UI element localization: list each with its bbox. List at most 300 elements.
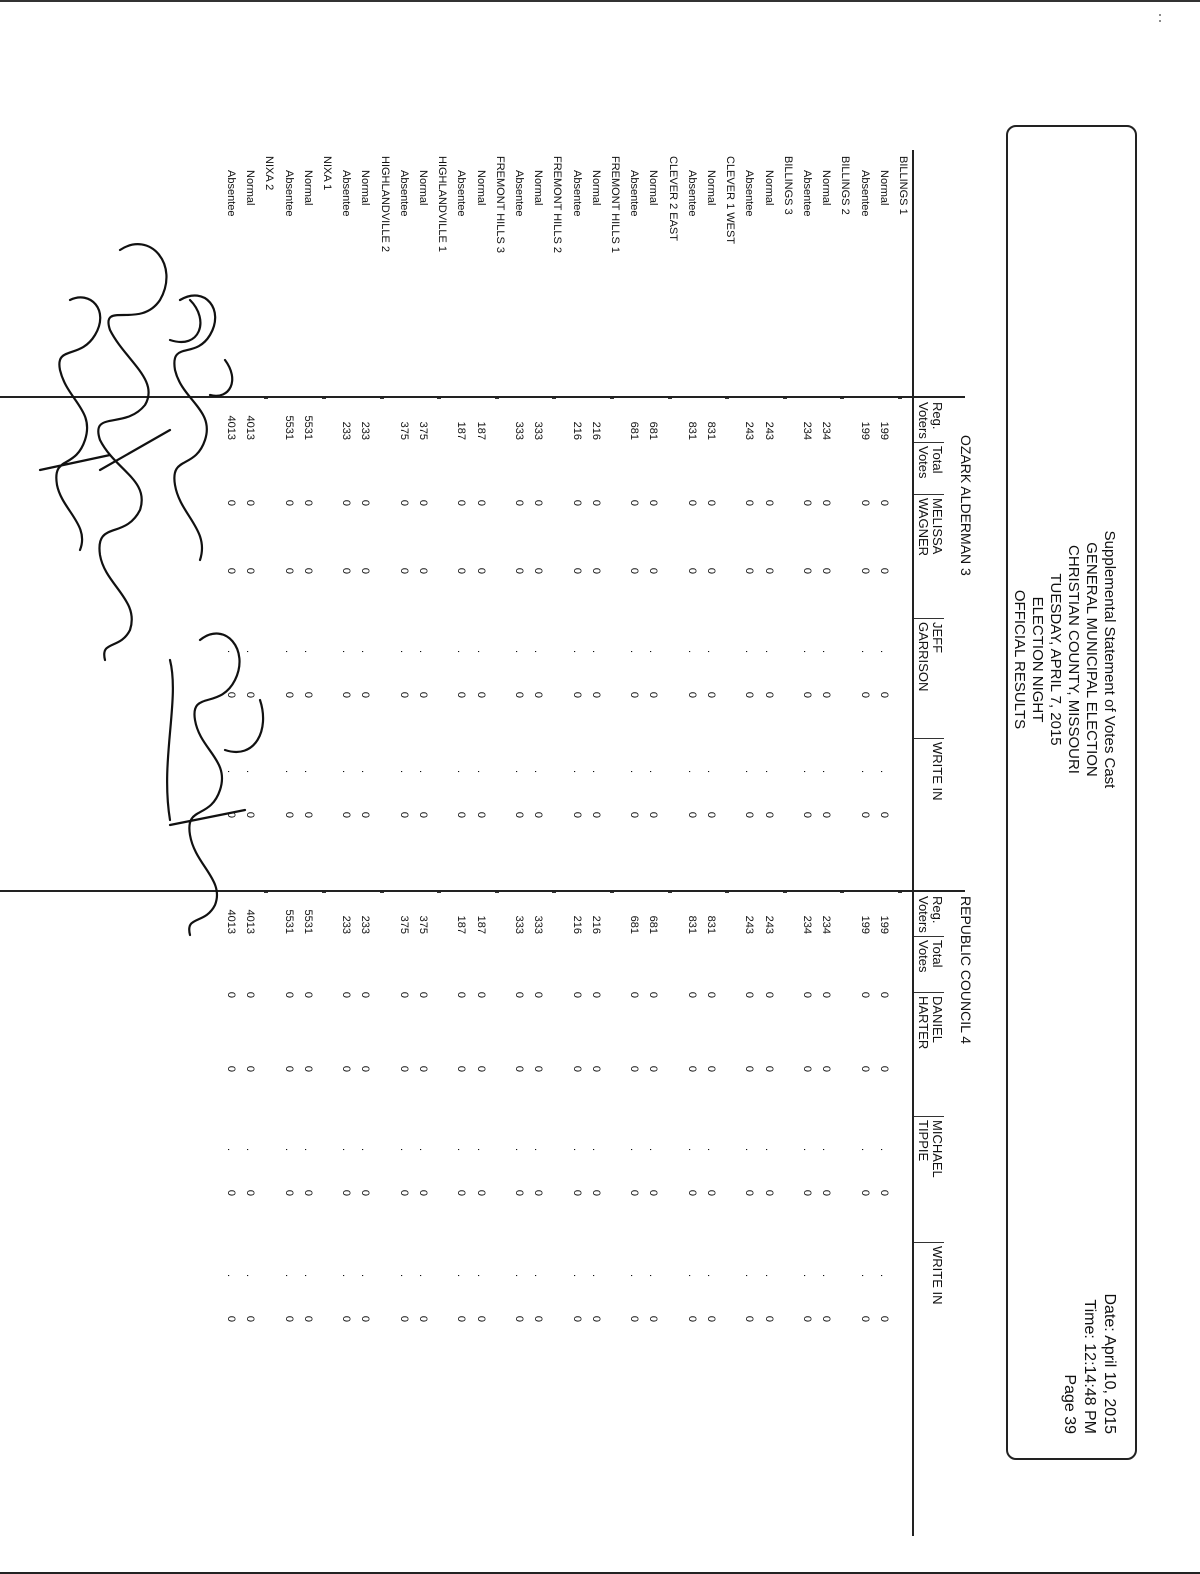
cell-c3: 0 xyxy=(455,1315,468,1322)
cell-reg: 333 xyxy=(513,915,525,934)
cell-total: 0 xyxy=(301,991,314,998)
cell-c1: 0 xyxy=(397,567,410,574)
cell-dot: . xyxy=(359,770,372,774)
cell-c3: 0 xyxy=(244,1315,257,1322)
cell-dot: . xyxy=(743,1148,756,1152)
cell-c1: 0 xyxy=(820,567,833,574)
cell-dot: . xyxy=(244,650,257,654)
cell-dot: . xyxy=(743,1274,756,1278)
cell-reg: 831 xyxy=(705,915,717,934)
column-header-line: WRITE IN xyxy=(930,1246,945,1305)
cell-c2: 0 xyxy=(359,691,372,698)
report-page-number: Page 39 xyxy=(1061,1374,1078,1434)
cell-total: 0 xyxy=(820,991,833,998)
cell-c3: 0 xyxy=(532,1315,545,1322)
cell-c2: 0 xyxy=(647,691,660,698)
cell-c1: 0 xyxy=(513,1065,525,1072)
signature-3 xyxy=(40,297,110,550)
vote-type-label: Normal xyxy=(762,170,775,206)
cell-dot: . xyxy=(858,1148,871,1152)
cell-c2: 0 xyxy=(474,691,487,698)
cell-c3: 0 xyxy=(225,811,237,818)
cell-reg: 831 xyxy=(685,915,698,934)
cell-dot: . xyxy=(282,1148,295,1152)
cell-c3: 0 xyxy=(455,811,468,818)
cell-total: 0 xyxy=(628,991,641,998)
cell-c3: 0 xyxy=(705,811,717,818)
cell-total: 0 xyxy=(340,991,353,998)
report-subtitle-election: GENERAL MUNICIPAL ELECTION xyxy=(1083,542,1100,777)
cell-total: 0 xyxy=(532,991,545,998)
cell-dot: . xyxy=(570,650,583,654)
vote-type-label: Absentee xyxy=(513,170,525,217)
cell-reg: 216 xyxy=(570,421,583,440)
cell-c3: 0 xyxy=(801,1315,813,1322)
cell-dot: . xyxy=(225,770,237,774)
cell-dot: . xyxy=(474,650,487,654)
cell-reg: 233 xyxy=(340,421,353,440)
contest-title-ozark-alderman-3: OZARK ALDERMAN 3 xyxy=(958,435,974,576)
column-header-line: Voters xyxy=(916,896,931,933)
cell-dot: . xyxy=(455,1274,468,1278)
cell-dot: . xyxy=(877,1274,890,1278)
cell-reg: 375 xyxy=(417,421,429,440)
cell-c2: 0 xyxy=(743,1189,756,1196)
cell-c1: 0 xyxy=(628,1065,641,1072)
cell-dot: . xyxy=(282,770,295,774)
cell-total: 0 xyxy=(685,991,698,998)
cell-dot: . xyxy=(858,770,871,774)
cell-dot: . xyxy=(455,770,468,774)
cell-reg: 375 xyxy=(397,421,410,440)
column-header-line: Total xyxy=(930,940,945,968)
cell-dot: . xyxy=(801,1148,813,1152)
cell-dot: . xyxy=(877,770,890,774)
cell-dot: . xyxy=(455,1148,468,1152)
cell-c3: 0 xyxy=(397,811,410,818)
cell-c3: 0 xyxy=(589,811,602,818)
precinct-label: HIGHLANDVILLE 1 xyxy=(436,156,449,252)
cell-reg: 187 xyxy=(455,421,468,440)
report-date: Date: April 10, 2015 xyxy=(1101,1293,1118,1434)
report-time: Time: 12:14:48 PM xyxy=(1081,1299,1098,1434)
cell-c3: 0 xyxy=(225,1315,237,1322)
cell-c1: 0 xyxy=(762,567,775,574)
column-header-line: Votes xyxy=(916,940,931,973)
cell-total: 0 xyxy=(589,991,602,998)
cell-c3: 0 xyxy=(474,1315,487,1322)
cell-c1: 0 xyxy=(532,1065,545,1072)
cell-total: 0 xyxy=(225,499,237,506)
cell-reg: 234 xyxy=(801,421,813,440)
cell-c1: 0 xyxy=(589,1065,602,1072)
cell-total: 0 xyxy=(455,991,468,998)
cell-reg: 187 xyxy=(474,915,487,934)
cell-reg: 333 xyxy=(532,915,545,934)
cell-reg: 333 xyxy=(513,421,525,440)
cell-c3: 0 xyxy=(397,1315,410,1322)
cell-c3: 0 xyxy=(628,1315,641,1322)
cell-total: 0 xyxy=(685,499,698,506)
column-header-line: TIPPIE xyxy=(916,1120,931,1162)
cell-reg: 375 xyxy=(417,915,429,934)
cell-dot: . xyxy=(340,1148,353,1152)
cell-reg: 4013 xyxy=(225,415,237,440)
cell-dot: . xyxy=(762,1274,775,1278)
cell-c3: 0 xyxy=(820,811,833,818)
vote-type-label: Absentee xyxy=(282,170,295,217)
cell-c2: 0 xyxy=(301,691,314,698)
cell-dot: . xyxy=(532,650,545,654)
cell-c3: 0 xyxy=(282,811,295,818)
cell-c1: 0 xyxy=(301,567,314,574)
cell-total: 0 xyxy=(301,499,314,506)
cell-total: 0 xyxy=(417,499,429,506)
cell-c3: 0 xyxy=(359,1315,372,1322)
cell-c1: 0 xyxy=(858,1065,871,1072)
cell-c2: 0 xyxy=(628,1189,641,1196)
cell-dot: . xyxy=(685,1274,698,1278)
cell-dot: . xyxy=(282,1274,295,1278)
vote-type-label: Normal xyxy=(532,170,545,206)
cell-c3: 0 xyxy=(359,811,372,818)
cell-reg: 243 xyxy=(743,915,756,934)
cell-c2: 0 xyxy=(877,1189,890,1196)
cell-dot: . xyxy=(513,770,525,774)
cell-c3: 0 xyxy=(340,1315,353,1322)
cell-total: 0 xyxy=(282,991,295,998)
cell-dot: . xyxy=(762,650,775,654)
cell-reg: 243 xyxy=(743,421,756,440)
cell-c2: 0 xyxy=(589,1189,602,1196)
cell-total: 0 xyxy=(570,499,583,506)
cell-total: 0 xyxy=(647,991,660,998)
cell-c1: 0 xyxy=(225,1065,237,1072)
precinct-label: CLEVER 1 WEST xyxy=(724,156,737,245)
column-header-line: Votes xyxy=(916,446,931,479)
column-header-line: MELISSA xyxy=(930,498,945,555)
vote-type-label: Normal xyxy=(705,170,717,206)
cell-c3: 0 xyxy=(743,1315,756,1322)
cell-c1: 0 xyxy=(685,567,698,574)
cell-reg: 234 xyxy=(820,915,833,934)
cell-c2: 0 xyxy=(282,691,295,698)
cell-dot: . xyxy=(244,1274,257,1278)
cell-dot: . xyxy=(762,770,775,774)
column-header-line: JEFF xyxy=(930,622,945,654)
cell-reg: 831 xyxy=(705,421,717,440)
cell-dot: . xyxy=(801,650,813,654)
signature-4 xyxy=(167,634,263,935)
cell-c2: 0 xyxy=(589,691,602,698)
cell-c1: 0 xyxy=(532,567,545,574)
cell-c1: 0 xyxy=(820,1065,833,1072)
cell-c2: 0 xyxy=(282,1189,295,1196)
cell-reg: 5531 xyxy=(301,909,314,934)
cell-reg: 4013 xyxy=(244,909,257,934)
cell-reg: 333 xyxy=(532,421,545,440)
cell-c2: 0 xyxy=(340,691,353,698)
cell-total: 0 xyxy=(705,991,717,998)
cell-dot: . xyxy=(705,650,717,654)
cell-c3: 0 xyxy=(417,1315,429,1322)
cell-dot: . xyxy=(685,650,698,654)
cell-c2: 0 xyxy=(397,691,410,698)
cell-dot: . xyxy=(282,650,295,654)
cell-dot: . xyxy=(628,1148,641,1152)
cell-reg: 233 xyxy=(359,421,372,440)
cell-c2: 0 xyxy=(225,1189,237,1196)
cell-reg: 375 xyxy=(397,915,410,934)
cell-c2: 0 xyxy=(820,1189,833,1196)
cell-reg: 234 xyxy=(820,421,833,440)
cell-c3: 0 xyxy=(858,811,871,818)
cell-c3: 0 xyxy=(589,1315,602,1322)
cell-total: 0 xyxy=(877,991,890,998)
cell-total: 0 xyxy=(570,991,583,998)
cell-dot: . xyxy=(301,1274,314,1278)
cell-c2: 0 xyxy=(417,1189,429,1196)
cell-dot: . xyxy=(340,770,353,774)
report-subtitle-night: ELECTION NIGHT xyxy=(1029,596,1046,723)
cell-total: 0 xyxy=(282,499,295,506)
vote-type-label: Normal xyxy=(820,170,833,206)
cell-total: 0 xyxy=(801,499,813,506)
vote-type-label: Absentee xyxy=(225,170,237,217)
report-subtitle-date: TUESDAY, APRIL 7, 2015 xyxy=(1047,573,1064,746)
cell-reg: 4013 xyxy=(225,909,237,934)
cell-c1: 0 xyxy=(359,567,372,574)
precinct-label: BILLINGS 3 xyxy=(781,156,794,215)
precinct-label: HIGHLANDVILLE 2 xyxy=(378,156,391,252)
cell-dot: . xyxy=(801,1274,813,1278)
cell-c2: 0 xyxy=(570,691,583,698)
cell-dot: . xyxy=(340,1274,353,1278)
cell-reg: 216 xyxy=(589,915,602,934)
cell-c2: 0 xyxy=(570,1189,583,1196)
cell-c3: 0 xyxy=(743,811,756,818)
cell-total: 0 xyxy=(513,991,525,998)
cell-total: 0 xyxy=(359,499,372,506)
cell-c2: 0 xyxy=(455,1189,468,1196)
cell-c3: 0 xyxy=(858,1315,871,1322)
cell-c1: 0 xyxy=(801,1065,813,1072)
cell-dot: . xyxy=(513,650,525,654)
cell-c2: 0 xyxy=(647,1189,660,1196)
cell-dot: . xyxy=(474,1274,487,1278)
cell-dot: . xyxy=(589,1274,602,1278)
cell-c3: 0 xyxy=(820,1315,833,1322)
cell-reg: 233 xyxy=(359,915,372,934)
precinct-label: CLEVER 2 EAST xyxy=(666,156,679,241)
cell-reg: 831 xyxy=(685,421,698,440)
cell-total: 0 xyxy=(858,499,871,506)
cell-dot: . xyxy=(685,770,698,774)
cell-reg: 681 xyxy=(647,421,660,440)
cell-total: 0 xyxy=(474,991,487,998)
cell-c1: 0 xyxy=(743,1065,756,1072)
cell-c3: 0 xyxy=(244,811,257,818)
cell-c2: 0 xyxy=(513,691,525,698)
cell-dot: . xyxy=(397,770,410,774)
cell-total: 0 xyxy=(743,499,756,506)
cell-c2: 0 xyxy=(397,1189,410,1196)
cell-c1: 0 xyxy=(647,567,660,574)
cell-dot: . xyxy=(397,650,410,654)
cell-dot: . xyxy=(705,1148,717,1152)
cell-c1: 0 xyxy=(570,1065,583,1072)
vote-type-label: Absentee xyxy=(455,170,468,217)
vote-type-label: Absentee xyxy=(340,170,353,217)
cell-c1: 0 xyxy=(685,1065,698,1072)
cell-c2: 0 xyxy=(532,691,545,698)
vote-type-label: Normal xyxy=(647,170,660,206)
cell-c3: 0 xyxy=(801,811,813,818)
cell-c2: 0 xyxy=(705,1189,717,1196)
cell-c1: 0 xyxy=(705,567,717,574)
vote-type-label: Normal xyxy=(244,170,257,206)
cell-dot: . xyxy=(570,770,583,774)
cell-c1: 0 xyxy=(340,1065,353,1072)
cell-c2: 0 xyxy=(685,691,698,698)
cell-c1: 0 xyxy=(397,1065,410,1072)
cell-dot: . xyxy=(301,650,314,654)
cell-c2: 0 xyxy=(417,691,429,698)
cell-reg: 5531 xyxy=(301,415,314,440)
cell-c2: 0 xyxy=(705,691,717,698)
cell-dot: . xyxy=(532,1148,545,1152)
signature-1 xyxy=(98,244,200,660)
cell-dot: . xyxy=(858,650,871,654)
cell-reg: 199 xyxy=(858,915,871,934)
cell-dot: . xyxy=(474,1148,487,1152)
cell-total: 0 xyxy=(762,499,775,506)
vote-type-label: Absentee xyxy=(397,170,410,217)
contest-title-republic-council-4: REPUBLIC COUNCIL 4 xyxy=(958,896,974,1045)
cell-total: 0 xyxy=(397,991,410,998)
cell-c3: 0 xyxy=(762,1315,775,1322)
cell-reg: 199 xyxy=(858,421,871,440)
cell-c1: 0 xyxy=(858,567,871,574)
cell-c1: 0 xyxy=(801,567,813,574)
cell-c1: 0 xyxy=(474,1065,487,1072)
cell-total: 0 xyxy=(244,991,257,998)
cell-c2: 0 xyxy=(532,1189,545,1196)
cell-dot: . xyxy=(301,770,314,774)
cell-c2: 0 xyxy=(858,691,871,698)
cell-dot: . xyxy=(532,1274,545,1278)
cell-total: 0 xyxy=(801,991,813,998)
cell-dot: . xyxy=(628,1274,641,1278)
cell-total: 0 xyxy=(397,499,410,506)
cell-reg: 199 xyxy=(877,915,890,934)
cell-dot: . xyxy=(589,770,602,774)
cell-total: 0 xyxy=(589,499,602,506)
cell-dot: . xyxy=(340,650,353,654)
cell-dot: . xyxy=(858,1274,871,1278)
cell-c1: 0 xyxy=(340,567,353,574)
cell-c1: 0 xyxy=(359,1065,372,1072)
cell-c1: 0 xyxy=(513,567,525,574)
cell-reg: 233 xyxy=(340,915,353,934)
cell-dot: . xyxy=(589,1148,602,1152)
vote-type-label: Absentee xyxy=(685,170,698,217)
cell-dot: . xyxy=(225,650,237,654)
column-header-line: Total xyxy=(930,446,945,474)
cell-dot: . xyxy=(532,770,545,774)
cell-c2: 0 xyxy=(762,1189,775,1196)
cell-dot: . xyxy=(513,1148,525,1152)
cell-c2: 0 xyxy=(801,691,813,698)
cell-c1: 0 xyxy=(877,567,890,574)
cell-reg: 243 xyxy=(762,421,775,440)
cell-dot: . xyxy=(589,650,602,654)
cell-dot: . xyxy=(417,1148,429,1152)
cell-reg: 234 xyxy=(801,915,813,934)
column-header-line: Reg. xyxy=(930,402,945,430)
cell-total: 0 xyxy=(474,499,487,506)
cell-c3: 0 xyxy=(301,811,314,818)
cell-c3: 0 xyxy=(570,811,583,818)
cell-c1: 0 xyxy=(474,567,487,574)
cell-c3: 0 xyxy=(532,811,545,818)
cell-reg: 216 xyxy=(570,915,583,934)
cell-dot: . xyxy=(513,1274,525,1278)
precinct-label: NIXA 1 xyxy=(321,156,333,191)
precinct-label: NIXA 2 xyxy=(263,156,276,191)
cell-c2: 0 xyxy=(244,1189,257,1196)
precinct-label: BILLINGS 2 xyxy=(839,156,852,215)
cell-c3: 0 xyxy=(685,1315,698,1322)
cell-dot: . xyxy=(877,1148,890,1152)
cell-dot: . xyxy=(877,650,890,654)
cell-c2: 0 xyxy=(455,691,468,698)
cell-dot: . xyxy=(743,650,756,654)
cell-c1: 0 xyxy=(628,567,641,574)
cell-dot: . xyxy=(820,1274,833,1278)
cell-c1: 0 xyxy=(455,567,468,574)
cell-c1: 0 xyxy=(647,1065,660,1072)
cell-c1: 0 xyxy=(282,1065,295,1072)
cell-c2: 0 xyxy=(685,1189,698,1196)
precinct-label: FREMONT HILLS 1 xyxy=(609,156,621,253)
cell-dot: . xyxy=(244,1148,257,1152)
cell-c2: 0 xyxy=(513,1189,525,1196)
cell-total: 0 xyxy=(705,499,717,506)
cell-dot: . xyxy=(705,1274,717,1278)
cell-dot: . xyxy=(647,650,660,654)
cell-c3: 0 xyxy=(513,811,525,818)
cell-c1: 0 xyxy=(589,567,602,574)
cell-c1: 0 xyxy=(417,1065,429,1072)
cell-c3: 0 xyxy=(705,1315,717,1322)
cell-dot: . xyxy=(474,770,487,774)
cell-reg: 5531 xyxy=(282,909,295,934)
vote-type-label: Absentee xyxy=(628,170,641,217)
cell-c1: 0 xyxy=(877,1065,890,1072)
cell-c1: 0 xyxy=(225,567,237,574)
vote-type-label: Normal xyxy=(417,170,429,206)
cell-c1: 0 xyxy=(244,1065,257,1072)
cell-dot: . xyxy=(417,650,429,654)
report-subtitle-official: OFFICIAL RESULTS xyxy=(1011,589,1028,730)
report-title: Supplemental Statement of Votes Cast xyxy=(1101,530,1118,789)
cell-reg: 199 xyxy=(877,421,890,440)
cell-c2: 0 xyxy=(225,691,237,698)
cell-total: 0 xyxy=(858,991,871,998)
cell-c3: 0 xyxy=(282,1315,295,1322)
cell-reg: 243 xyxy=(762,915,775,934)
